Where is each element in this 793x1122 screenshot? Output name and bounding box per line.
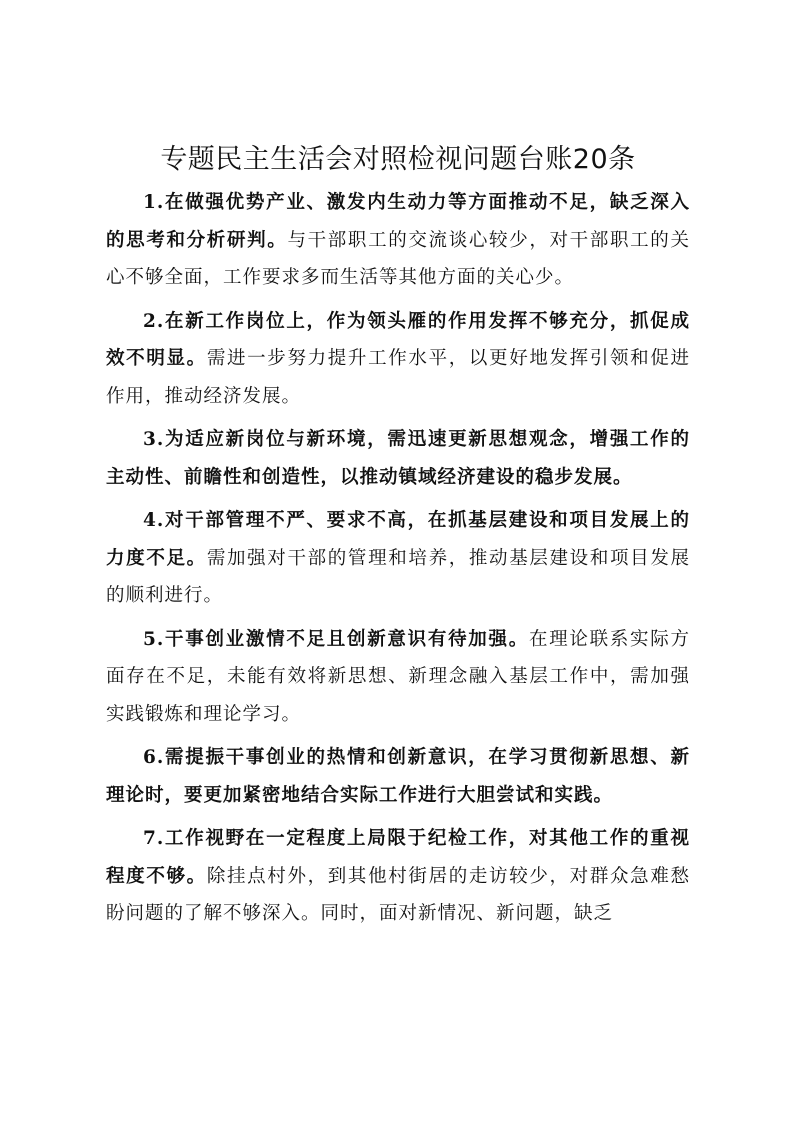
item-body: 在理论联系实际方面存在不足，未能有效将新思想、新理念融入基层工作中，需加强实践锻炼和理论学习。 [106,628,690,725]
item-heading: 7.工作视野在一定程度上局限于纪检工作，对其他工作的重视程度不够。 [106,828,690,887]
item-heading: 4.对干部管理不严、要求不高，在抓基层建设和项目发展上的力度不足。 [106,510,690,569]
list-item [106,303,690,416]
item-heading: 2.在新工作岗位上，作为领头雁的作用发挥不够充分，抓促成效不明显。 [106,310,690,369]
document-title: 专题民主生活会对照检视问题台账20条 [160,144,636,175]
item-body: 与干部职工的交流谈心较少，对干部职工的关心不够全面，工作要求多而生活等其他方面的关心少。 [106,229,690,288]
item-body: 除挂点村外，到其他村街居的走访较少，对群众急难愁盼问题的了解不够深入。同时，面对新情况、新问题，缺乏 [106,865,690,924]
document-page [106,140,690,939]
list-item [106,502,690,615]
list-item [106,739,690,814]
item-body: 需进一步努力提升工作水平，以更好地发挥引领和促进作用，推动经济发展。 [106,348,690,407]
item-body: 需加强对干部的管理和培养，推动基层建设和项目发展的顺利进行。 [106,547,690,606]
list-item [106,184,690,297]
list-item [106,621,690,734]
item-heading: 6.需提振干事创业的热情和创新意识，在学习贯彻新思想、新理论时，要更加紧密地结合实际工作进行大胆尝试和实践。 [106,747,690,806]
list-item [106,421,690,496]
item-heading: 5.干事创业激情不足且创新意识有待加强。 [143,628,529,650]
item-heading: 3.为适应新岗位与新环境，需迅速更新思想观念，增强工作的主动性、前瞻性和创造性，以推动镇域经济建设的稳步发展。 [106,429,690,488]
item-heading: 1.在做强优势产业、激发内生动力等方面推动不足，缺乏深入的思考和分析研判。 [106,192,690,251]
list-item [106,820,690,933]
